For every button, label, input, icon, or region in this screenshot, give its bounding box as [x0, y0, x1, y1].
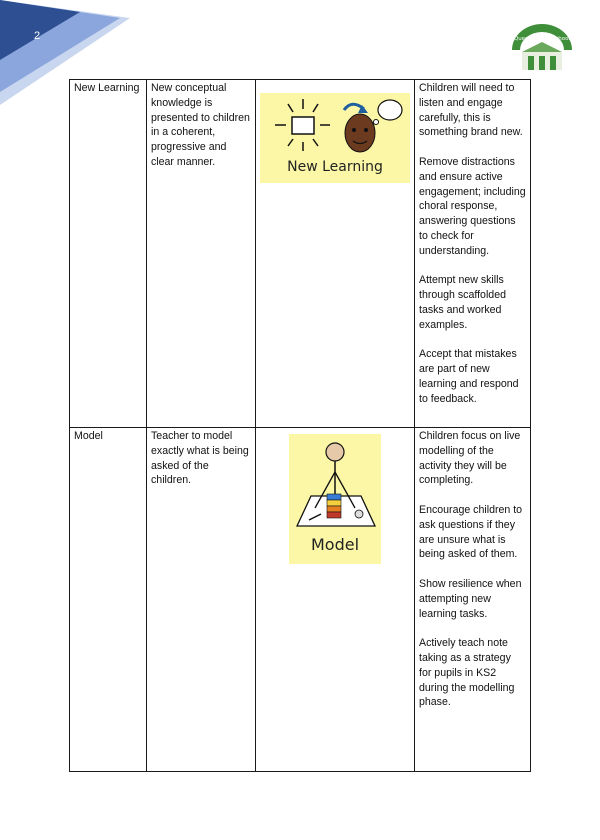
expectation-text: Accept that mistakes are part of new learning and respond to feedback.	[419, 348, 519, 405]
description-cell	[147, 80, 256, 428]
expectation-text: Remove distractions and ensure active engagement; including choral response, answering questions to check for understanding.	[419, 155, 526, 257]
expectation-text: Encourage children to ask questions if they are unsure what is being asked of them.	[419, 503, 523, 561]
school-logo	[508, 22, 576, 72]
phase-cell	[70, 428, 147, 772]
phase-name: Model	[74, 430, 103, 442]
table-row	[70, 428, 531, 772]
phase-name: New Learning	[74, 82, 140, 94]
symbol-caption: Model	[310, 535, 360, 554]
symbol-cell	[256, 428, 415, 772]
expectation-text: Attempt new skills through scaffolded tasks and worked examples.	[419, 274, 506, 331]
model-symbol	[289, 434, 381, 564]
new-learning-symbol	[260, 93, 410, 183]
learning-phases-table	[69, 79, 531, 772]
symbol-cell	[256, 80, 415, 428]
expectation-text: Children will need to listen and engage carefully, this is something brand new.	[419, 82, 523, 139]
table-row	[70, 80, 531, 428]
expectations-cell	[415, 428, 531, 772]
phase-description: Teacher to model exactly what is being asked of the children.	[151, 430, 249, 487]
expectation-text: Show resilience when attempting new learning tasks.	[419, 577, 522, 620]
svg-text:Queen's Park School: Queen's Park School	[513, 36, 571, 42]
expectation-text: Children focus on live modelling of the activity they will be completing.	[419, 430, 521, 487]
page-number: 2	[34, 30, 41, 42]
expectation-text: Actively teach note taking as a strategy for pupils in KS2 during the modelling phase.	[419, 637, 515, 709]
phase-cell	[70, 80, 147, 428]
symbol-caption: New Learning	[287, 159, 383, 175]
phase-description: New conceptual knowledge is presented to children in a coherent, progressive and clear manner.	[151, 82, 250, 168]
expectations-cell	[415, 80, 531, 428]
description-cell	[147, 428, 256, 772]
